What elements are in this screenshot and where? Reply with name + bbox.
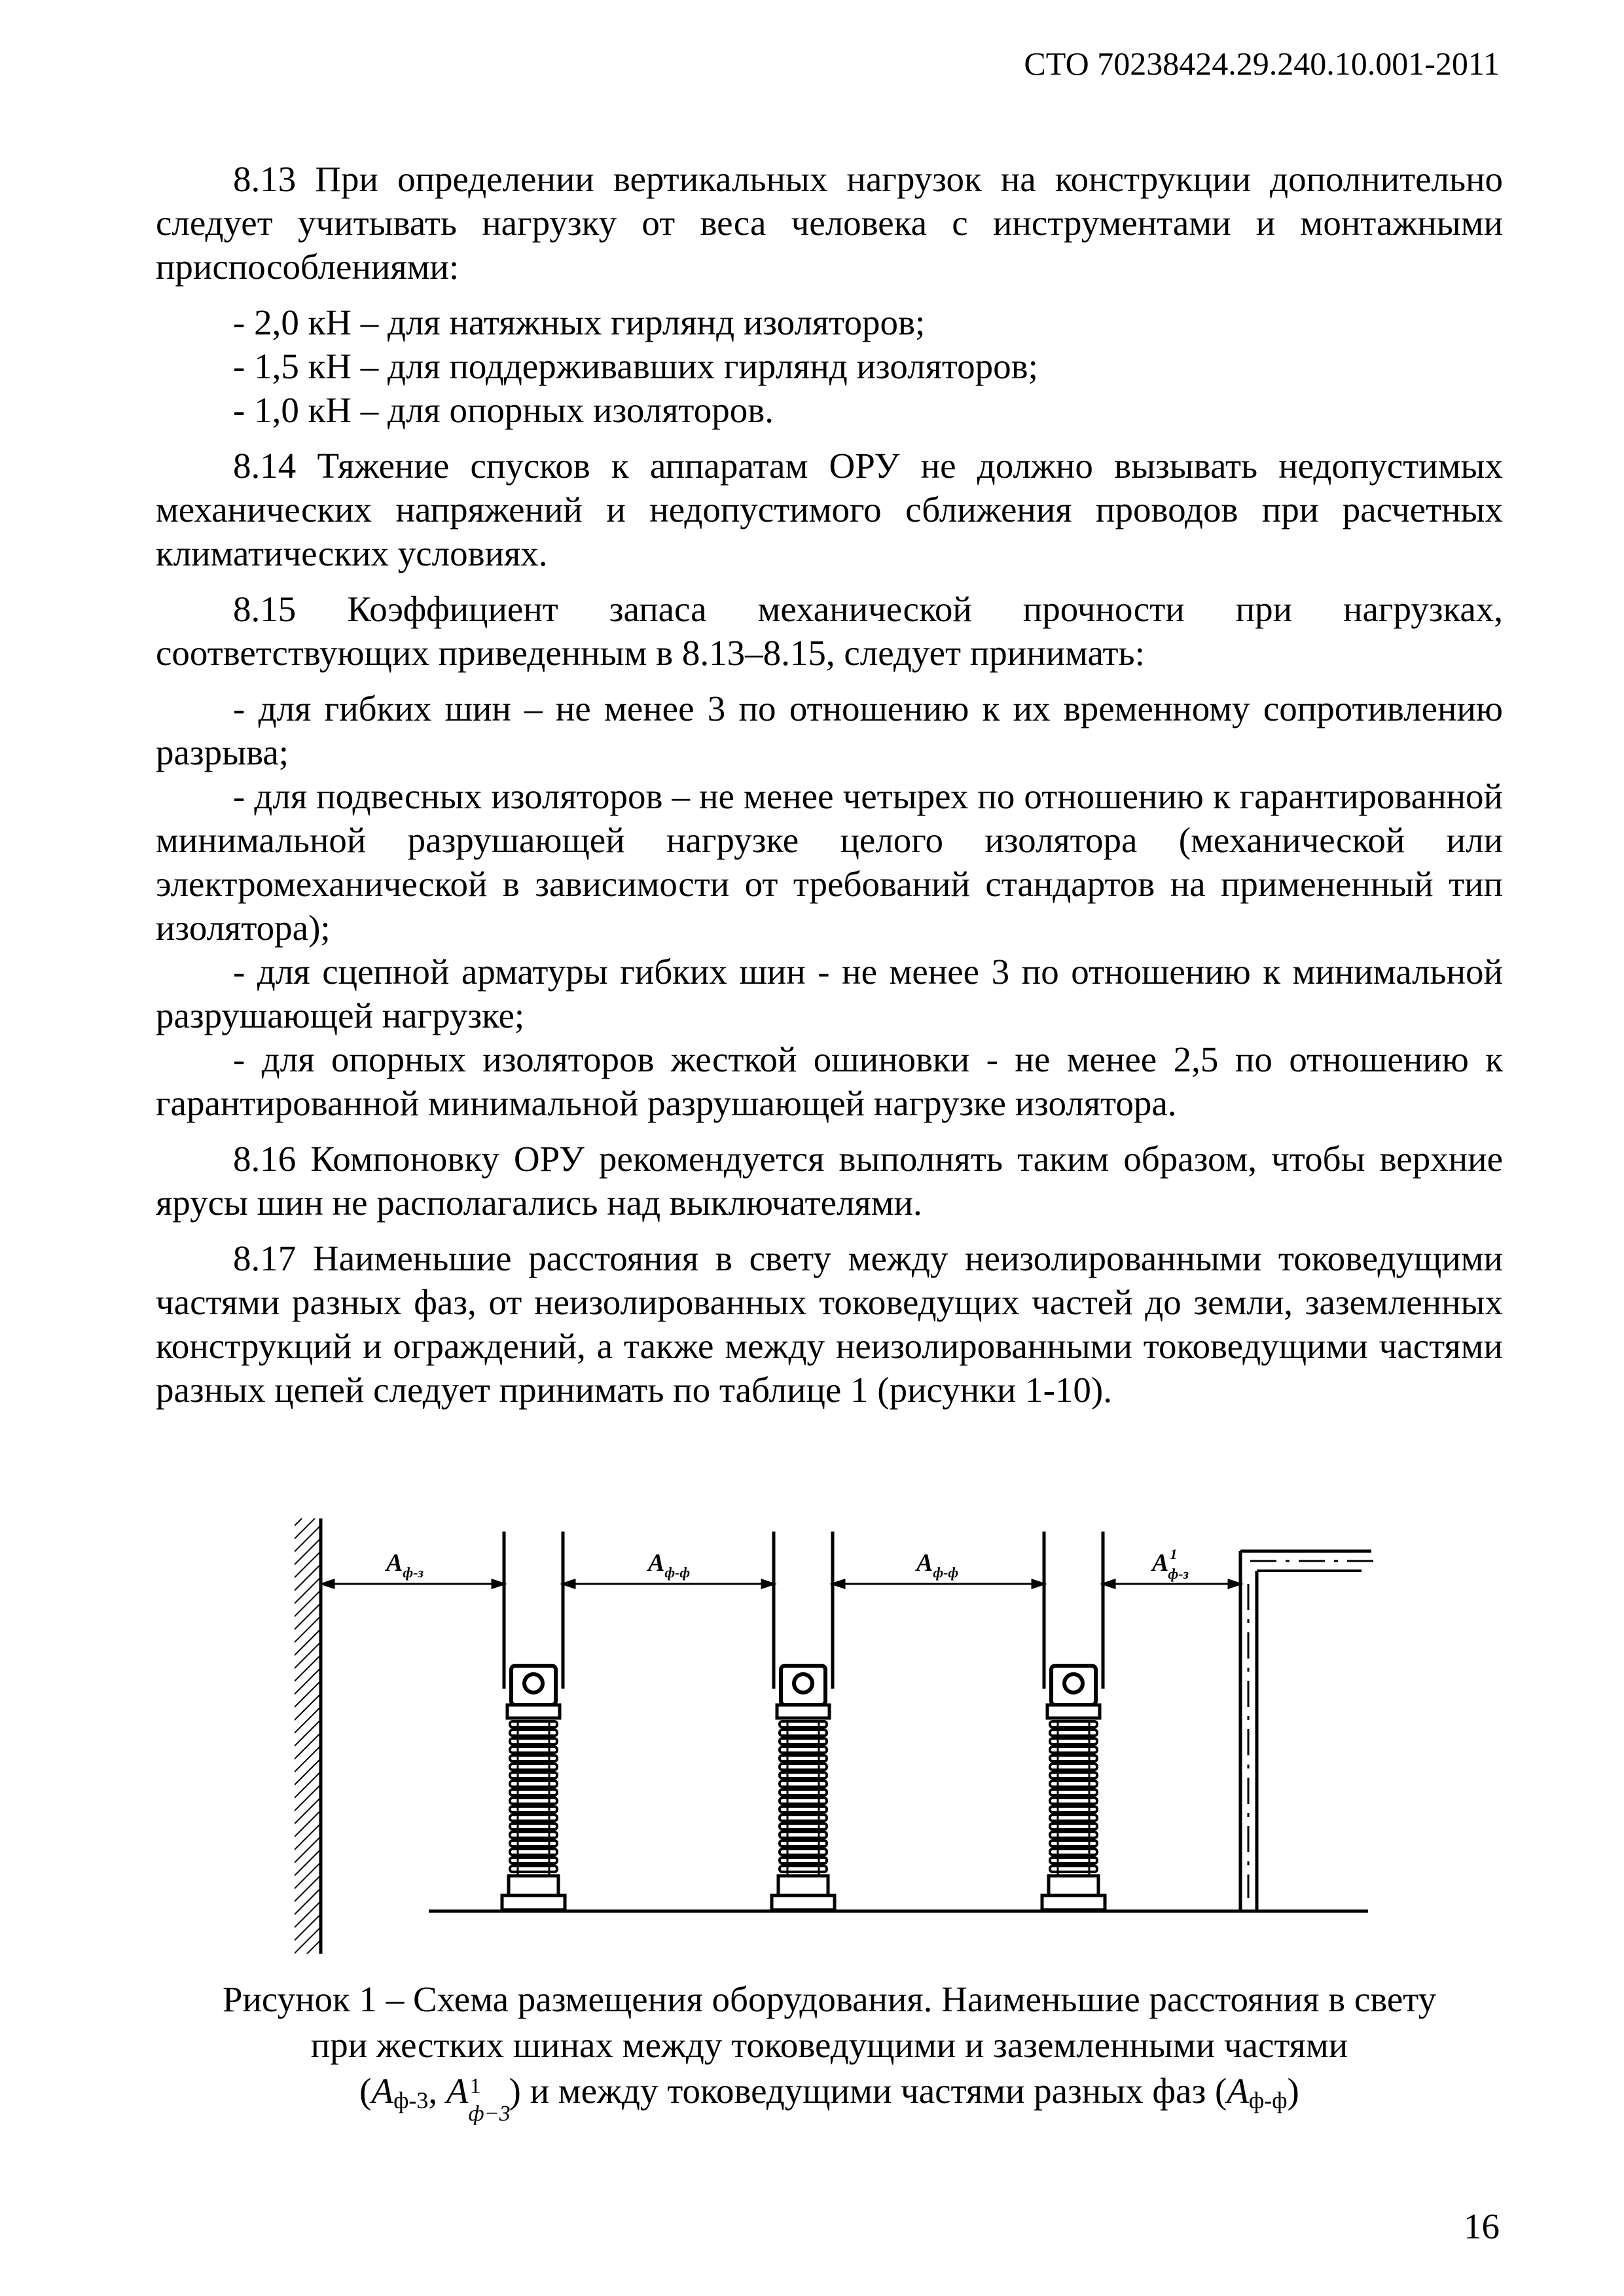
page-number: 16 <box>1464 2206 1500 2246</box>
list-8-13 <box>156 300 1503 432</box>
dimension-label-a-f3: $A_{ф-з}$ <box>386 1549 424 1581</box>
paragraph-8-14: 8.14 Тяжение спусков к аппаратам ОРУ не должно вызывать недопустимых механических напряжений и недопустимого сближения проводов при расчетных климатических условиях. <box>156 446 1503 573</box>
list-item: - 1,0 кН – для опорных изоляторов. <box>233 390 774 430</box>
paragraph-8-17: 8.17 Наименьшие расстояния в свету между неизолированными токоведущими частями разных фаз, от неизолированных токоведущих частей до земли, заземленных конструкций и ограждений, а также между неизолированными токоведущими частями разных цепей следует принимать по таблице 1 (рисунки 1-10). <box>156 1238 1503 1410</box>
grounded-wall <box>295 1518 321 1954</box>
list-item: - для опорных изоляторов жесткой ошиновки - не менее 2,5 по отношению к гарантированной минимальной разрушающей нагрузке изолятора. <box>156 1039 1503 1123</box>
post-insulator <box>502 1532 565 1910</box>
paragraph-8-15: 8.15 Коэффициент запаса механической прочности при нагрузках, соответствующих приведенным в 8.13–8.15, следует принимать: <box>156 589 1503 673</box>
caption-line-1: Рисунок 1 – Схема размещения оборудования. Наименьшие расстояния в свету <box>222 1979 1437 2019</box>
post-insulator <box>772 1532 835 1910</box>
insulator-layout-svg <box>288 1505 1401 1964</box>
figure-1-diagram <box>288 1505 1401 1964</box>
caption-line-2: при жестких шинах между токоведущими и заземленными частями <box>310 2025 1348 2065</box>
grounded-structure <box>1240 1551 1381 1911</box>
dimension-label-a1-f3: $A^1$ ф-з <box>1152 1546 1189 1582</box>
document-code-header: СТО 70238424.29.240.10.001-2011 <box>1024 45 1500 82</box>
body-text <box>156 157 1503 1424</box>
list-item: - для подвесных изоляторов – не менее четырех по отношению к гарантированной минимальной разрушающей нагрузке целого изолятора (механической или электромеханической в зависимости от требований стандартов на примененный тип изолятора); <box>156 776 1503 948</box>
list-item: - 1,5 кН – для поддерживавших гирлянд изоляторов; <box>233 346 1038 386</box>
paragraph-8-13: 8.13 При определении вертикальных нагрузок на конструкции дополнительно следует учитывать нагрузку от веса человека с инструментами и монтажными приспособлениями: <box>156 159 1503 287</box>
dimension-label-a-ff-1: $A_{ф-ф}$ <box>648 1549 691 1581</box>
list-item: - для сцепной арматуры гибких шин - не менее 3 по отношению к минимальной разрушающей нагрузке; <box>156 952 1503 1035</box>
dimension-label-a-ff-2: $A_{ф-ф}$ <box>916 1549 959 1581</box>
caption-line-3: ($A_{ф-3}$, A 1 ф−3 ) и между токоведущими частями разных фаз $(A_{ф-ф})$ <box>359 2071 1299 2126</box>
list-item: - для гибких шин – не менее 3 по отношению к их временному сопротивлению разрыва; <box>156 689 1503 772</box>
paragraph-8-16: 8.16 Компоновку ОРУ рекомендуется выполнять таким образом, чтобы верхние ярусы шин не располагались над выключателями. <box>156 1139 1503 1223</box>
list-8-15 <box>156 687 1503 1125</box>
post-insulator <box>1042 1532 1105 1910</box>
list-item: - 2,0 кН – для натяжных гирлянд изоляторов; <box>233 302 926 342</box>
figure-caption <box>156 1977 1503 2126</box>
